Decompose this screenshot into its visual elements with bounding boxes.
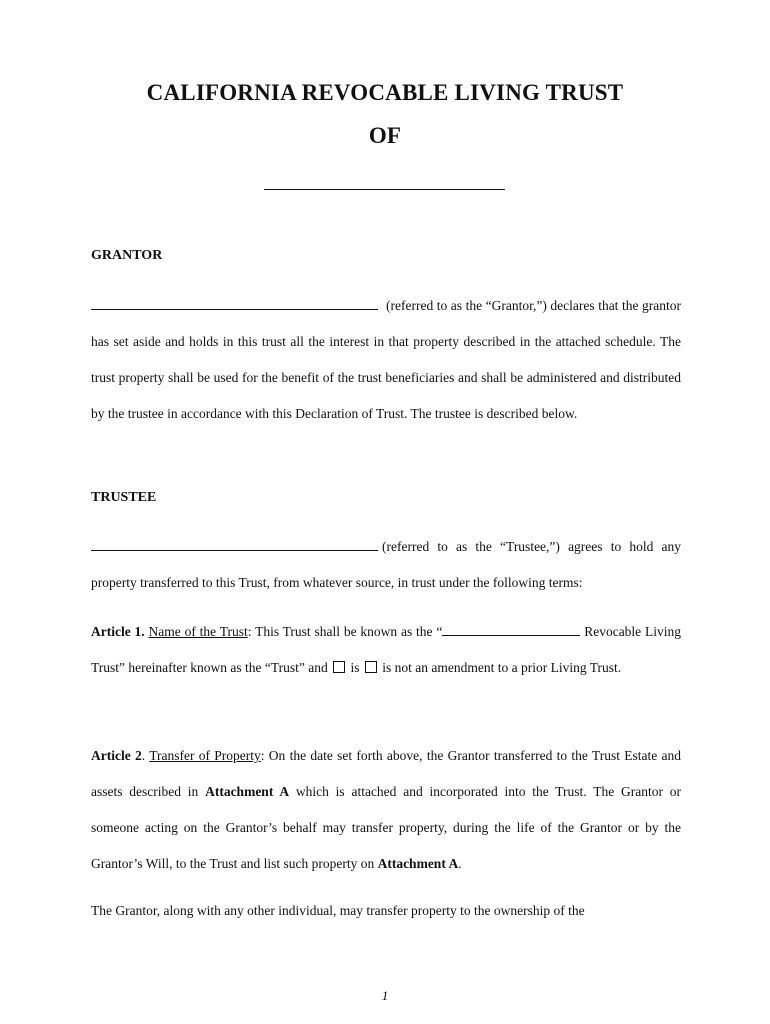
article-1-text-start: : This Trust shall be known as the “ xyxy=(247,624,443,639)
article-1-text-middle: Revocable Living Trust” hereinafter known as the “Trust” and xyxy=(91,624,681,675)
article-2-paragraph-continued: The Grantor, along with any other individual, may transfer property to the ownership of the xyxy=(91,903,585,918)
article-1-paragraph xyxy=(91,614,681,686)
trustee-name-blank[interactable] xyxy=(91,538,378,551)
grantor-paragraph xyxy=(91,288,681,432)
document-title: CALIFORNIA REVOCABLE LIVING TRUST xyxy=(146,80,624,105)
trust-name-blank-line[interactable] xyxy=(264,188,505,190)
article-2-text-1: : On the date set forth above, the Grantor transferred to the Trust Estate and assets described in xyxy=(91,748,681,799)
article-2-label: Article 2 xyxy=(91,748,142,763)
is-not-checkbox[interactable] xyxy=(365,661,377,673)
article-2-heading: Transfer of Property xyxy=(149,748,261,763)
trust-name-blank[interactable] xyxy=(442,623,580,636)
is-label: is xyxy=(350,660,360,675)
page-number: 1 xyxy=(381,988,389,1003)
document-title-of: OF xyxy=(368,123,402,148)
article-1-text-end: is not an amendment to a prior Living Trust. xyxy=(382,660,622,675)
is-checkbox[interactable] xyxy=(333,661,345,673)
attachment-a-label-2: Attachment A xyxy=(377,856,459,871)
trustee-paragraph xyxy=(91,529,681,601)
trustee-paragraph-text: (referred to as the “Trustee,”) agrees to hold any property transferred to this Trust, from whatever source, in trust under the following terms: xyxy=(91,539,681,590)
grantor-heading: GRANTOR xyxy=(91,248,163,263)
article-2-text-2: which is attached and incorporated into the Trust. The Grantor or someone acting on the Grantor’s behalf may transfer property, during the life of the Grantor or by the Grantor’s Will, to the Trust and list such property on xyxy=(91,784,681,871)
grantor-name-blank[interactable] xyxy=(91,297,378,310)
grantor-paragraph-text: (referred to as the “Grantor,”) declares that the grantor has set aside and holds in this trust all the interest in that property described in the attached schedule. The trust property shall be used for the benefit of the trust beneficiaries and shall be administered and distributed by the trustee in accordance with this Declaration of Trust. The trustee is described below. xyxy=(91,298,681,421)
article-2-paragraph: Article 2. Transfer of Property: On the date set forth above, the Grantor transferred to the Trust Estate and assets described in Attachment A which is attached and incorporated into the Trust. The Grantor or someone acting on the Grantor’s behalf may transfer property, during the life of the Grantor or by the Grantor’s Will, to the Trust and list such property on Attachment A. xyxy=(91,748,681,871)
article-2-text-3: . xyxy=(458,856,462,871)
attachment-a-label: Attachment A xyxy=(205,784,290,799)
article-1-heading: Name of the Trust xyxy=(148,624,248,639)
trustee-heading: TRUSTEE xyxy=(91,490,157,505)
article-1-label: Article 1. xyxy=(91,624,145,639)
